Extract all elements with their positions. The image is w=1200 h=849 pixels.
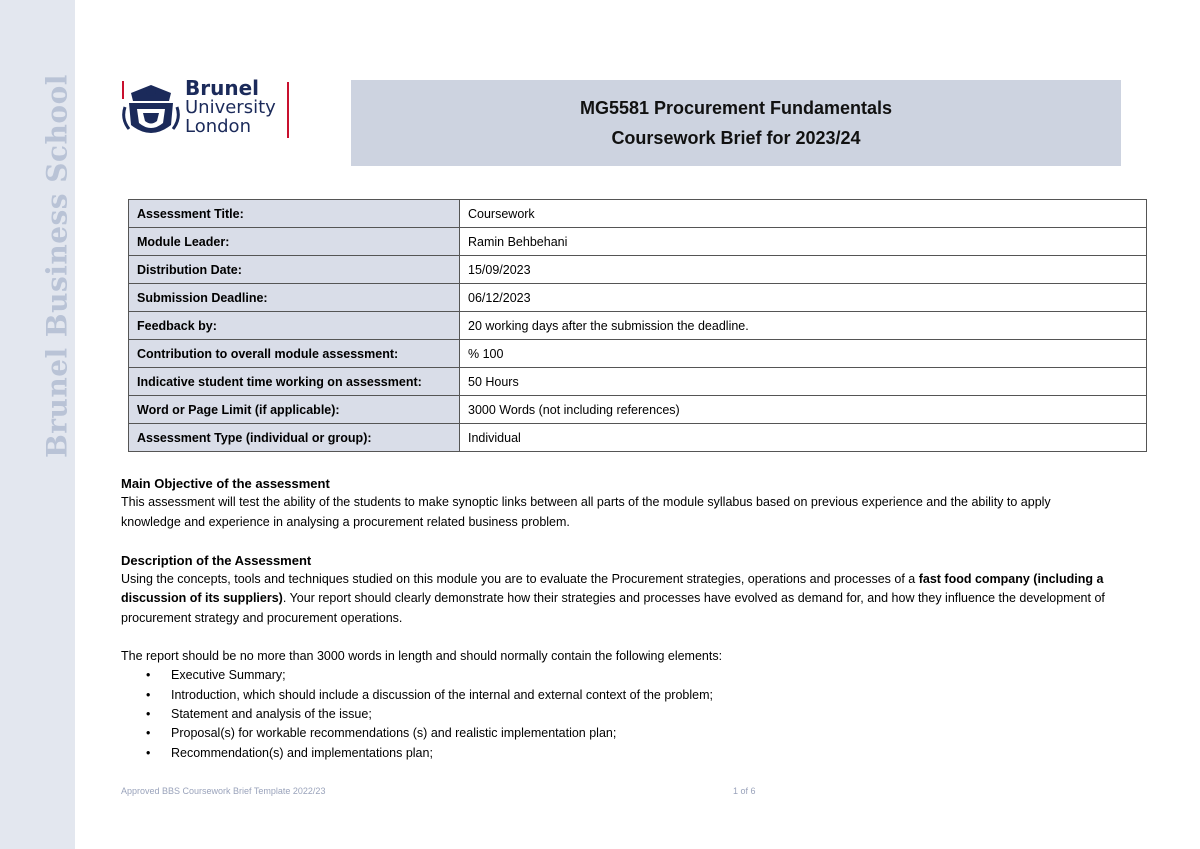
description-body [121, 570, 1111, 628]
table-row [129, 340, 1147, 368]
row-value: Ramin Behbehani [460, 228, 1147, 256]
row-label: Word or Page Limit (if applicable): [129, 396, 460, 424]
brief-content [121, 474, 1111, 763]
objective-body: This assessment will test the ability of the students to make synoptic links between all parts of the module syllabus based on previous experience and the ability to apply knowledge and experience in analysing a procurement related business problem. [121, 495, 1051, 529]
description-emphasis: fast food company (including a discussion of its suppliers) [121, 572, 1104, 606]
row-value: Individual [460, 424, 1147, 452]
sidebar-band [0, 0, 75, 849]
table-row [129, 312, 1147, 340]
description-heading: Description of the Assessment [121, 552, 312, 568]
row-label: Feedback by: [129, 312, 460, 340]
list-item: • Recommendation(s) and implementations plan; [171, 744, 1111, 763]
row-value: 20 working days after the submission the deadline. [460, 312, 1147, 340]
row-label: Indicative student time working on assessment: [129, 368, 460, 396]
logo-divider [287, 82, 289, 138]
list-item: • Executive Summary; [171, 666, 1111, 685]
document-subtitle: Coursework Brief for 2023/24 [611, 128, 861, 148]
sidebar-watermark: Brunel Business School [40, 74, 74, 458]
table-row [129, 256, 1147, 284]
list-item: • Statement and analysis of the issue; [171, 705, 1111, 724]
row-label: Submission Deadline: [129, 284, 460, 312]
row-label: Module Leader: [129, 228, 460, 256]
page-number: 1 of 6 [733, 786, 756, 796]
list-item: • Introduction, which should include a discussion of the internal and external context of the problem; [171, 686, 1111, 705]
table-row [129, 228, 1147, 256]
row-value: 50 Hours [460, 368, 1147, 396]
logo-line-1: Brunel [185, 76, 260, 100]
row-label: Distribution Date: [129, 256, 460, 284]
report-elements-list [121, 666, 1111, 762]
footer-template-note: Approved BBS Coursework Brief Template 2022/23 [121, 786, 326, 796]
row-value: % 100 [460, 340, 1147, 368]
document-title: MG5581 Procurement Fundamentals [579, 98, 893, 118]
assessment-info-table [128, 199, 1147, 452]
row-value: 3000 Words (not including references) [460, 396, 1147, 424]
crest-icon [121, 79, 183, 143]
list-item: • Proposal(s) for workable recommendations (s) and realistic implementation plan; [171, 724, 1111, 743]
table-row [129, 200, 1147, 228]
table-row [129, 284, 1147, 312]
table-row [129, 368, 1147, 396]
table-row [129, 396, 1147, 424]
logo-line-2: University [185, 97, 276, 118]
row-value: 06/12/2023 [460, 284, 1147, 312]
row-label: Assessment Title: [129, 200, 460, 228]
objective-heading: Main Objective of the assessment [121, 476, 330, 491]
row-value: 15/09/2023 [460, 256, 1147, 284]
logo-line-3: London [185, 116, 251, 137]
table-row [129, 424, 1147, 452]
logo-wordmark [185, 76, 276, 137]
description-text-2: . Your report should clearly demonstrate how their strategies and processes have evolved as demand for, and how they influence the development of procurement strategy and procurement operations. [121, 591, 1105, 625]
row-value: Coursework [460, 200, 1147, 228]
row-label: Assessment Type (individual or group): [129, 424, 460, 452]
report-intro: The report should be no more than 3000 words in length and should normally contain the following elements: [121, 649, 723, 664]
university-logo [121, 76, 291, 143]
description-text-1: Using the concepts, tools and techniques studied on this module you are to evaluate the Procurement strategies, operations and processes of a [121, 572, 919, 587]
row-label: Contribution to overall module assessment: [129, 340, 460, 368]
document-title-box [351, 80, 1121, 166]
